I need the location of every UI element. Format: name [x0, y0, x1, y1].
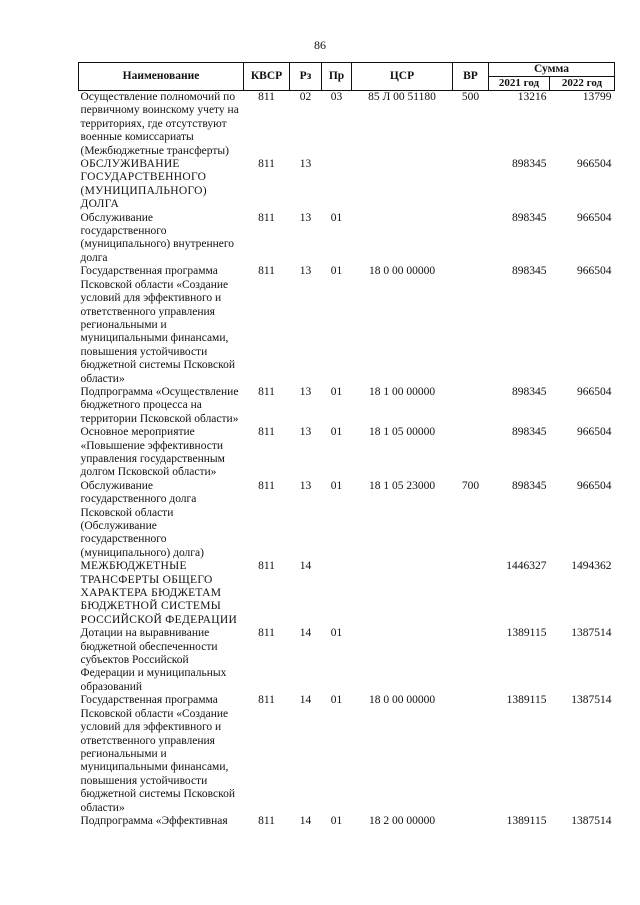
table-row — [79, 91, 615, 159]
vr-cell — [453, 426, 489, 480]
vr-cell — [453, 560, 489, 627]
rz-cell: 14 — [299, 694, 312, 707]
table-row — [79, 815, 615, 828]
sum-2022-cell: 966504 — [577, 426, 612, 439]
sum-2022-cell: 1494362 — [571, 560, 612, 573]
header-pr: Пр — [322, 63, 352, 91]
vr-cell — [453, 265, 489, 386]
header-vr: ВР — [453, 63, 489, 91]
pr-cell: 01 — [330, 627, 343, 640]
kvsr-cell: 811 — [258, 560, 275, 573]
kvsr-cell: 811 — [258, 426, 275, 439]
csr-cell: 18 1 05 00000 — [368, 426, 436, 439]
sum-2022-cell: 13799 — [582, 91, 612, 103]
row-name-cell: Обслуживание государственного (муниципального) внутреннего долга — [80, 211, 235, 264]
sum-2022-cell: 966504 — [577, 158, 612, 171]
rz-cell: 13 — [299, 211, 312, 224]
pr-cell: 01 — [330, 694, 343, 707]
sum-2021-cell: 898345 — [512, 426, 547, 439]
rz-cell: 14 — [299, 814, 312, 827]
csr-cell: 18 1 05 23000 — [368, 479, 436, 492]
table-row — [79, 158, 615, 212]
table-row — [79, 212, 615, 266]
row-name-cell: Основное мероприятие «Повышение эффективности управления государственным долгом Псковской области» — [80, 426, 225, 479]
rz-cell: 13 — [299, 426, 312, 439]
rz-cell: 13 — [299, 158, 312, 171]
rz-cell: 13 — [299, 479, 312, 492]
row-name-cell: Осуществление полномочий по первичному воинскому учету на территориях, где отсутствуют военные комиссариаты (Межбюджетные трансферты) — [80, 91, 239, 157]
rz-cell: 14 — [299, 560, 312, 573]
header-year-2022: 2022 год — [550, 77, 615, 91]
rz-cell: 02 — [299, 91, 312, 103]
vr-cell — [453, 815, 489, 828]
header-sum: Сумма — [489, 63, 615, 77]
sum-2022-cell: 966504 — [577, 385, 612, 398]
header-name: Наименование — [79, 63, 244, 91]
row-name-cell: Дотации на выравнивание бюджетной обеспеченности субъектов Российской Федерации и муниципальных образований — [80, 627, 227, 693]
vr-cell — [453, 694, 489, 815]
sum-2021-cell: 1446327 — [506, 560, 547, 573]
csr-cell: 18 0 00 00000 — [368, 265, 436, 278]
budget-table — [78, 62, 615, 828]
kvsr-cell: 811 — [258, 211, 275, 224]
kvsr-cell: 811 — [258, 694, 275, 707]
rz-cell: 13 — [299, 385, 312, 398]
kvsr-cell: 811 — [258, 91, 275, 103]
csr-cell — [352, 627, 453, 694]
sum-2021-cell: 1389115 — [506, 814, 547, 827]
pr-cell: 01 — [330, 211, 343, 224]
kvsr-cell: 811 — [258, 479, 275, 492]
row-name-cell: Подпрограмма «Осуществление бюджетного процесса на территории Псковской области» — [80, 385, 239, 425]
row-name-cell: Подпрограмма «Эффективная — [80, 814, 228, 827]
table-header — [79, 63, 615, 91]
table-row — [79, 694, 615, 815]
vr-cell — [453, 386, 489, 426]
pr-cell: 01 — [330, 265, 343, 278]
kvsr-cell: 811 — [258, 158, 275, 171]
row-name-cell: Государственная программа Псковской области «Создание условий для эффективного и ответственного управления региональными и муниципальными финансами, повышения устойчивости бюджетной системы Псковской области» — [80, 265, 235, 385]
header-csr: ЦСР — [352, 63, 453, 91]
pr-cell: 03 — [330, 91, 343, 103]
csr-cell — [352, 158, 453, 212]
pr-cell: 01 — [330, 385, 343, 398]
pr-cell — [322, 158, 352, 212]
table-row — [79, 480, 615, 560]
sum-2021-cell: 898345 — [512, 479, 547, 492]
table-row — [79, 560, 615, 627]
csr-cell: 85 Л 00 51180 — [368, 91, 436, 103]
header-year-2021: 2021 год — [489, 77, 550, 91]
sum-2022-cell: 1387514 — [571, 627, 612, 640]
header-kvsr: КВСР — [244, 63, 290, 91]
sum-2021-cell: 1389115 — [506, 694, 547, 707]
rz-cell: 13 — [299, 265, 312, 278]
row-name-cell: ОБСЛУЖИВАНИЕ ГОСУДАРСТВЕННОГО (МУНИЦИПАЛЬНОГО) ДОЛГА — [80, 158, 207, 211]
table-row — [79, 386, 615, 426]
sum-2022-cell: 966504 — [577, 479, 612, 492]
sum-2022-cell: 966504 — [577, 211, 612, 224]
rz-cell: 14 — [299, 627, 312, 640]
sum-2021-cell: 898345 — [512, 158, 547, 171]
csr-cell: 18 2 00 00000 — [368, 814, 436, 827]
sum-2021-cell: 13216 — [517, 91, 547, 103]
kvsr-cell: 811 — [258, 627, 275, 640]
vr-cell — [453, 627, 489, 694]
row-name-cell: Государственная программа Псковской области «Создание условий для эффективного и ответственного управления региональными и муниципальными финансами, повышения устойчивости бюджетной системы Псковской области» — [80, 694, 235, 814]
kvsr-cell: 811 — [258, 814, 275, 827]
csr-cell — [352, 560, 453, 627]
csr-cell: 18 0 00 00000 — [368, 694, 436, 707]
table-body — [79, 91, 615, 829]
table-row — [79, 426, 615, 480]
kvsr-cell: 811 — [258, 385, 275, 398]
csr-cell — [352, 212, 453, 266]
sum-2021-cell: 898345 — [512, 265, 547, 278]
row-name-cell: МЕЖБЮДЖЕТНЫЕ ТРАНСФЕРТЫ ОБЩЕГО ХАРАКТЕРА БЮДЖЕТАМ БЮДЖЕТНОЙ СИСТЕМЫ РОССИЙСКОЙ ФЕДЕРАЦИИ — [80, 560, 238, 626]
sum-2022-cell: 1387514 — [571, 814, 612, 827]
sum-2021-cell: 898345 — [512, 211, 547, 224]
sum-2021-cell: 898345 — [512, 385, 547, 398]
sum-2022-cell: 966504 — [577, 265, 612, 278]
header-rz: Рз — [290, 63, 322, 91]
pr-cell: 01 — [330, 814, 343, 827]
csr-cell: 18 1 00 00000 — [368, 385, 436, 398]
vr-cell — [453, 158, 489, 212]
sum-2021-cell: 1389115 — [506, 627, 547, 640]
sum-2022-cell: 1387514 — [571, 694, 612, 707]
kvsr-cell: 811 — [258, 265, 275, 278]
pr-cell — [322, 560, 352, 627]
vr-cell — [453, 212, 489, 266]
table-row — [79, 265, 615, 386]
page-number: 86 — [314, 38, 326, 52]
vr-cell: 500 — [461, 91, 480, 103]
pr-cell: 01 — [330, 479, 343, 492]
row-name-cell: Обслуживание государственного долга Псковской области (Обслуживание государственного (муниципального) долга) — [80, 479, 204, 559]
vr-cell: 700 — [461, 479, 480, 492]
table-row — [79, 627, 615, 694]
pr-cell: 01 — [330, 426, 343, 439]
